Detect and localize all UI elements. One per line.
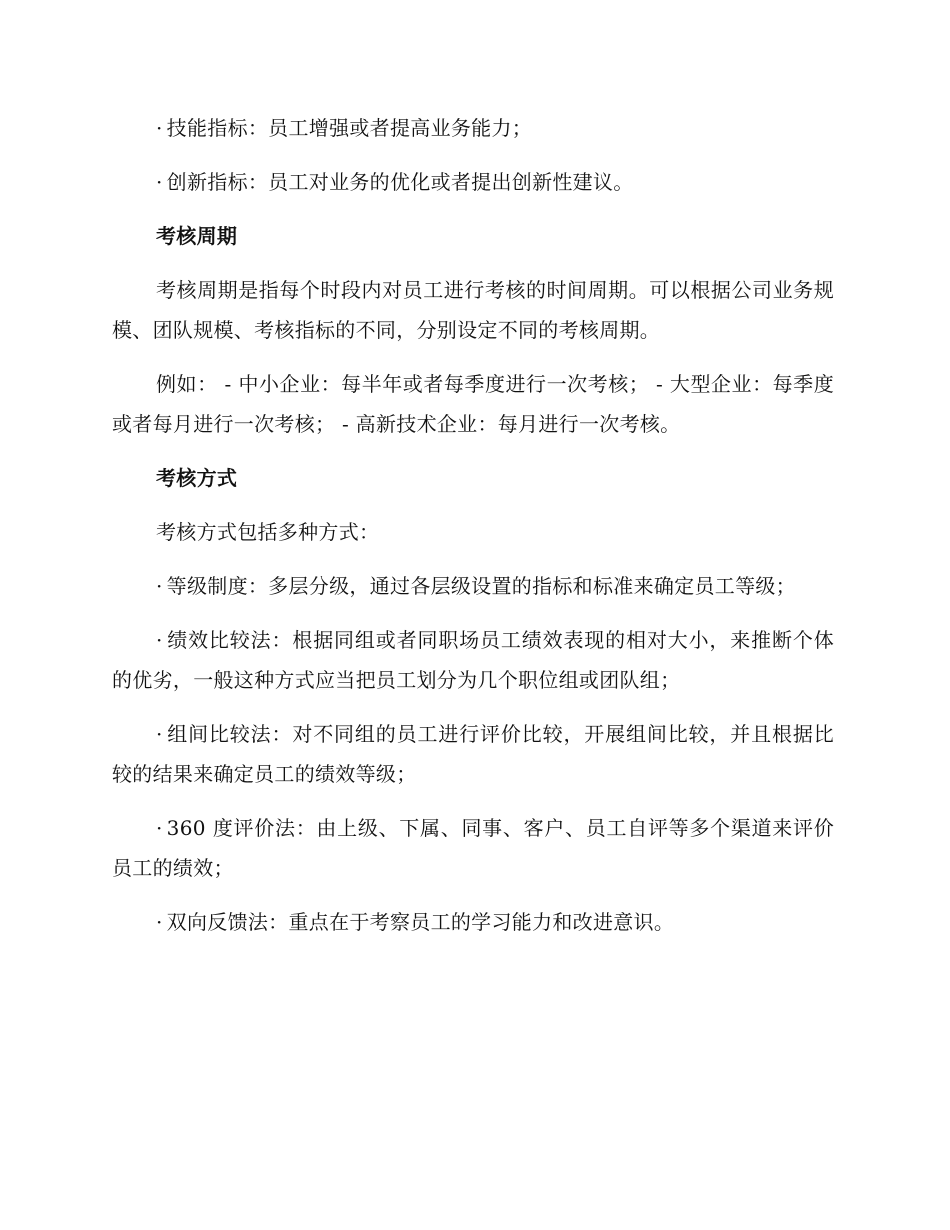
- bullet-text: 创新指标：员工对业务的优化或者提出创新性建议。: [166, 170, 634, 194]
- bullet-skill-indicator: [112, 108, 834, 148]
- paragraph-cycle-definition: 考核周期是指每个时段内对员工进行考核的时间周期。可以根据公司业务规模、团队规模、考核指标的不同，分别设定不同的考核周期。: [112, 278, 834, 342]
- paragraph-methods-intro: 考核方式包括多种方式：: [156, 520, 380, 544]
- bullet-two-way-feedback: [112, 902, 834, 942]
- bullet-text: 技能指标：员工增强或者提高业务能力；: [166, 116, 533, 140]
- bullet-dot: ·: [156, 116, 163, 140]
- bullet-innovation-indicator: [112, 162, 834, 202]
- bullet-performance-comparison: [112, 620, 834, 700]
- bullet-text: 绩效比较法：根据同组或者同职场员工绩效表现的相对大小，来推断个体的优劣，一般这种方式应当把员工划分为几个职位组或团队组；: [112, 628, 834, 692]
- bullet-intergroup-comparison: [112, 714, 834, 794]
- bullet-dot: ·: [156, 574, 163, 598]
- bullet-dot: ·: [156, 816, 163, 840]
- bullet-text: 360 度评价法：由上级、下属、同事、客户、员工自评等多个渠道来评价员工的绩效；: [112, 816, 834, 880]
- bullet-text: 等级制度：多层分级，通过各层级设置的指标和标准来确定员工等级；: [166, 574, 796, 598]
- heading-assessment-methods: 考核方式: [156, 466, 238, 490]
- bullet-dot: ·: [156, 628, 163, 652]
- heading-assessment-cycle: 考核周期: [156, 224, 238, 248]
- bullet-dot: ·: [156, 910, 163, 934]
- bullet-dot: ·: [156, 170, 163, 194]
- bullet-text: 组间比较法：对不同组的员工进行评价比较，开展组间比较，并且根据比较的结果来确定员工的绩效等级；: [112, 722, 834, 786]
- bullet-dot: ·: [156, 722, 163, 746]
- bullet-text: 双向反馈法：重点在于考察员工的学习能力和改进意识。: [166, 910, 675, 934]
- bullet-grade-system: [112, 566, 834, 606]
- document-page: [112, 108, 834, 956]
- bullet-360-evaluation: [112, 808, 834, 888]
- paragraph-cycle-examples: 例如： - 中小企业：每半年或者每季度进行一次考核； - 大型企业：每季度或者每月进行一次考核； - 高新技术企业：每月进行一次考核。: [112, 372, 834, 436]
